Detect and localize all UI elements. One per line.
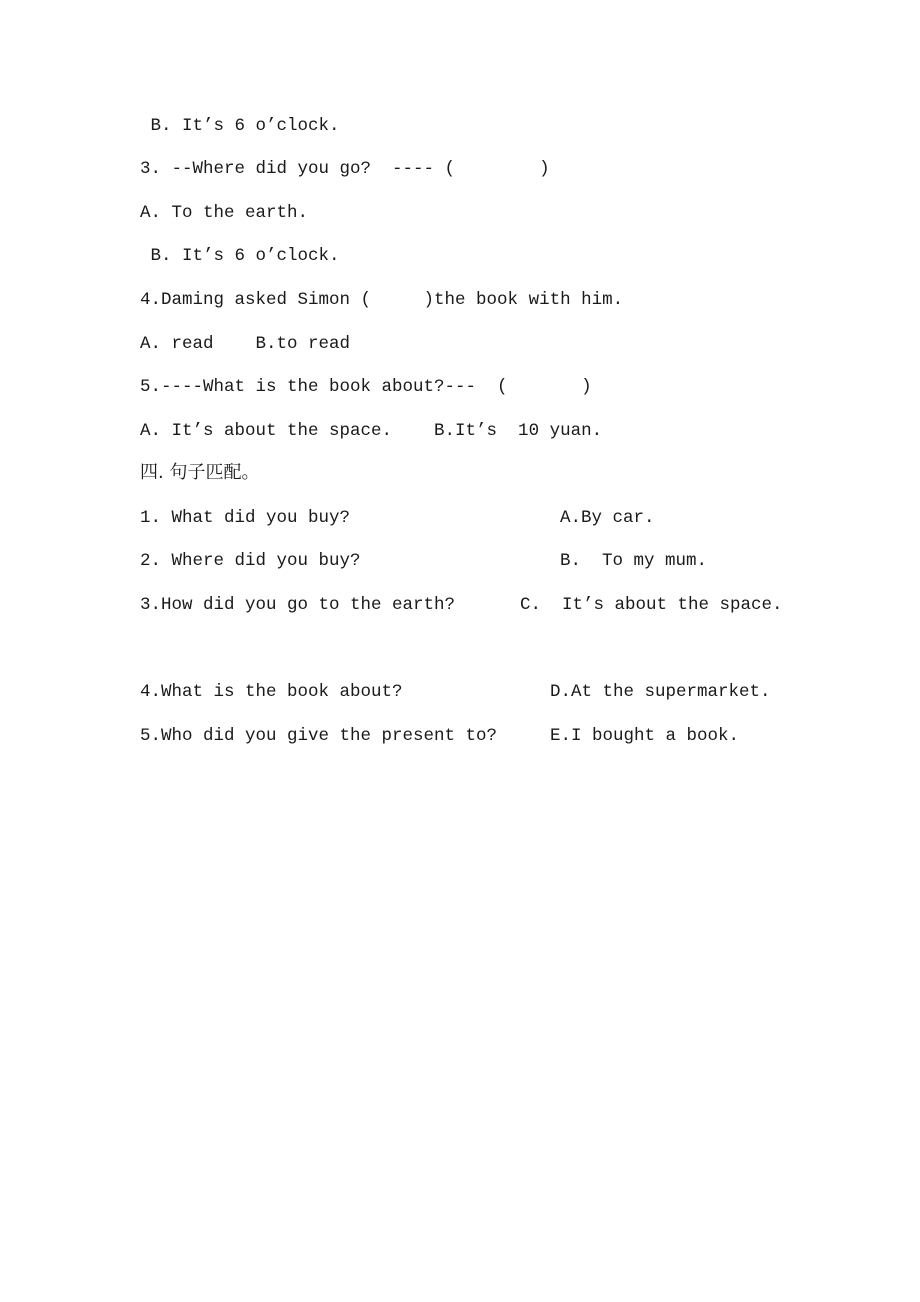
match-answer-e: E.I bought a book. bbox=[550, 726, 740, 746]
match-question-5: 5.Who did you give the present to? bbox=[140, 726, 498, 746]
match-question-4: 4.What is the book about? bbox=[140, 682, 403, 702]
q4-options: A. read B.to read bbox=[140, 334, 351, 354]
q5-question: 5.----What is the book about?--- ( ) bbox=[140, 377, 592, 397]
match-answer-a: A.By car. bbox=[560, 508, 655, 528]
match-answer-d: D.At the supermarket. bbox=[550, 682, 771, 702]
match-question-2: 2. Where did you buy? bbox=[140, 551, 361, 571]
q2-option-b: B. It’s 6 o’clock. bbox=[140, 116, 340, 136]
match-answer-c: C. It’s about the space. bbox=[520, 595, 783, 615]
q3-option-b: B. It’s 6 o’clock. bbox=[140, 246, 340, 266]
q3-option-a: A. To the earth. bbox=[140, 203, 309, 223]
match-question-3: 3.How did you go to the earth? bbox=[140, 595, 456, 615]
section-heading-sentence-matching: 四. 句子匹配。 bbox=[140, 462, 260, 483]
match-question-1: 1. What did you buy? bbox=[140, 508, 351, 528]
q5-options: A. It’s about the space. B.It’s 10 yuan. bbox=[140, 421, 603, 441]
match-answer-b: B. To my mum. bbox=[560, 551, 708, 571]
q4-question: 4.Daming asked Simon ( )the book with him. bbox=[140, 290, 624, 310]
q3-question: 3. --Where did you go? ---- ( ) bbox=[140, 159, 550, 179]
